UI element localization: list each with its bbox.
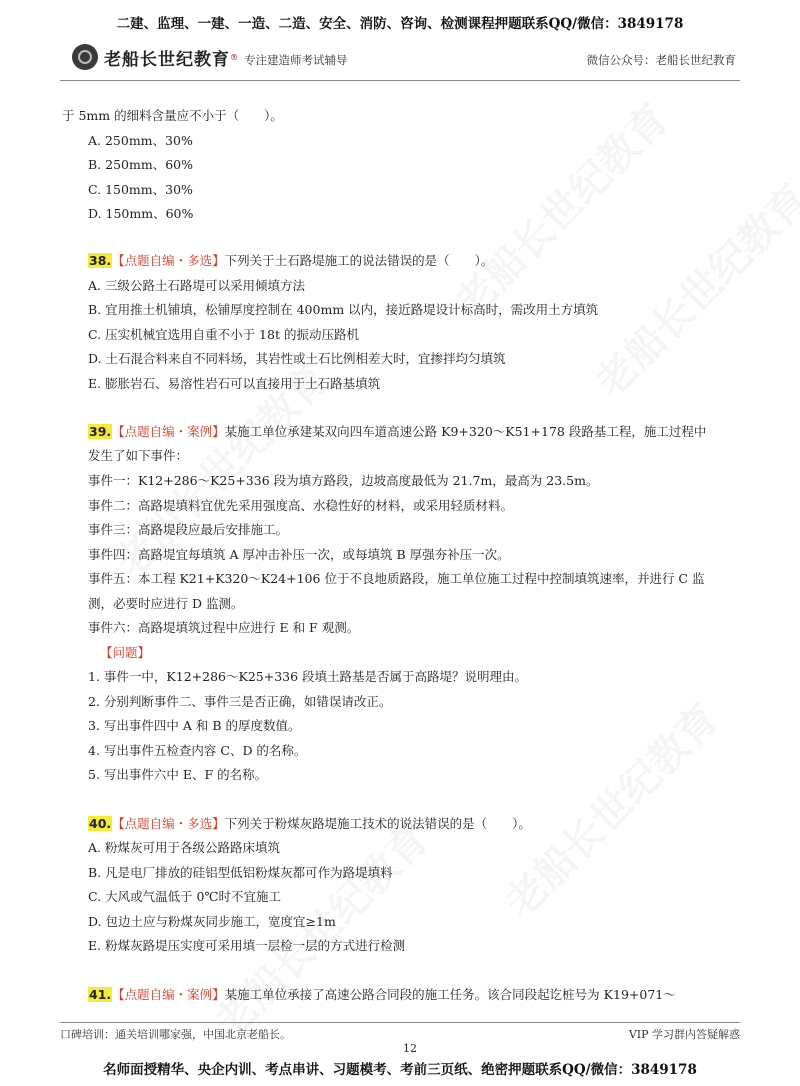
- prev-option-c: C. 150mm、30%: [88, 182, 193, 197]
- question-text: 下列关于粉煤灰路堤施工技术的说法错误的是（ ）。: [224, 816, 531, 831]
- prev-option-d: D. 150mm、60%: [88, 206, 194, 221]
- q38-option-b: B. 宜用推土机铺填，松铺厚度控制在 400mm 以内，接近路堤设计标高时，需改用土方填筑: [88, 302, 599, 317]
- question-38-stem: [88, 251, 493, 269]
- q38-option-c: C. 压实机械宜选用自重不小于 18t 的振动压路机: [88, 327, 359, 342]
- logo-text: 老船长世纪教育: [104, 49, 230, 70]
- top-banner: 二建、监理、一建、一造、二造、安全、消防、咨询、检测课程押题联系QQ/微信：3849178: [116, 16, 684, 32]
- q38-option-e: E. 膨胀岩石、易溶性岩石可以直接用于土石路基填筑: [88, 376, 381, 391]
- q39-event: 事件四：高路堤宜每填筑 A 厚冲击补压一次，或每填筑 B 厚强夯补压一次。: [88, 547, 510, 562]
- questions-heading: 【问题】: [100, 645, 151, 660]
- question-tag: 【点题自编・案例】: [112, 424, 225, 439]
- footer-left: 口碑培训：通关培训哪家强，中国北京老船长。: [60, 1028, 291, 1041]
- q40-option-e: E. 粉煤灰路堤压实度可采用填一层检一层的方式进行检测: [88, 938, 406, 953]
- q39-event: 事件六：高路堤填筑过程中应进行 E 和 F 观测。: [88, 620, 360, 635]
- question-39-stem-cont: 发生了如下事件：: [88, 448, 189, 463]
- q39-event: 事件二：高路堤填料宜优先采用强度高、水稳性好的材料，或采用轻质材料。: [88, 498, 514, 513]
- q40-option-d: D. 包边土应与粉煤灰同步施工，宽度宜≥1m: [88, 914, 336, 929]
- question-number: 39.: [89, 424, 112, 439]
- q38-option-d: D. 土石混合料来自不同料场，其岩性或土石比例相差大时，宜掺拌均匀填筑: [88, 351, 506, 366]
- footer-right: VIP 学习群内答疑解惑: [628, 1028, 740, 1041]
- q40-option-a: A. 粉煤灰可用于各级公路路床填筑: [88, 840, 280, 855]
- q39-sub-question: 3. 写出事件四中 A 和 B 的厚度数值。: [88, 718, 301, 733]
- q39-event: 事件三：高路堤段应最后安排施工。: [88, 522, 289, 537]
- question-39-stem: [88, 422, 706, 440]
- footer-divider: [60, 1022, 740, 1023]
- q39-event-cont: 测，必要时应进行 D 监测。: [88, 596, 244, 611]
- bottom-banner: 名师面授精华、央企内训、考点串讲、习题模考、考前三页纸、绝密押题联系QQ/微信：3849178: [103, 1062, 697, 1078]
- header-slogan: 专注建造师考试辅导: [244, 53, 348, 67]
- q40-option-b: B. 凡是电厂排放的硅铝型低铝粉煤灰都可作为路堤填料: [88, 865, 393, 880]
- prev-option-a: A. 250mm、30%: [88, 133, 193, 148]
- page-number: 12: [403, 1042, 417, 1055]
- question-text: 某施工单位承接了高速公路合同段的施工任务。该合同段起讫桩号为 K19+071～: [224, 987, 676, 1002]
- prev-option-b: B. 250mm、60%: [88, 157, 193, 172]
- question-text: 下列关于土石路堤施工的说法错误的是（ ）。: [224, 253, 494, 268]
- question-number: 38.: [89, 253, 112, 268]
- q39-sub-question: 5. 写出事件六中 E、F 的名称。: [88, 767, 268, 782]
- question-tag: 【点题自编・多选】: [112, 253, 225, 268]
- question-text: 某施工单位承建某双向四车道高速公路 K9+320～K51+178 段路基工程，施工过程中: [224, 424, 707, 439]
- question-number: 40.: [89, 816, 112, 831]
- q39-event: 事件五：本工程 K21+K320～K24+106 位于不良地质路段，施工单位施工过程中控制填筑速率，并进行 C 监: [88, 571, 705, 586]
- question-tag: 【点题自编・案例】: [112, 987, 225, 1002]
- question-number: 41.: [89, 987, 112, 1002]
- registered-mark: ®: [230, 52, 238, 62]
- q39-sub-question: 2. 分别判断事件二、事件三是否正确，如错误请改正。: [88, 694, 392, 709]
- question-tag: 【点题自编・多选】: [112, 816, 225, 831]
- q40-option-c: C. 大风或气温低于 0℃时不宜施工: [88, 889, 281, 904]
- q38-option-a: A. 三级公路土石路堤可以采用倾填方法: [88, 278, 305, 293]
- q39-sub-question: 4. 写出事件五检查内容 C、D 的名称。: [88, 743, 307, 758]
- question-41-stem: [88, 985, 676, 1003]
- q39-event: 事件一：K12+286～K25+336 段为填方路段，边坡高度最低为 21.7m，最高为 23.5m。: [88, 473, 599, 488]
- header-wechat: 微信公众号：老船长世纪教育: [586, 53, 736, 67]
- prev-question-stem: 于 5mm 的细料含量应不小于（ ）。: [62, 108, 283, 123]
- q39-sub-question: 1. 事件一中，K12+286～K25+336 段填土路基是否属于高路堤？说明理由。: [88, 669, 528, 684]
- question-40-stem: [88, 814, 531, 832]
